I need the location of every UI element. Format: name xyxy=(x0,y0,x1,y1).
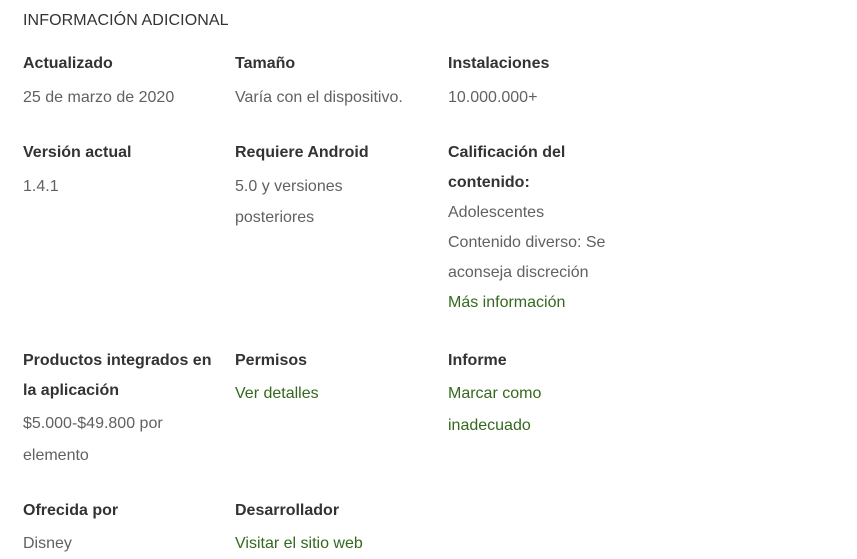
report-label: Informe xyxy=(448,352,507,369)
iap-label-line2: la aplicación xyxy=(23,382,120,399)
section-title: INFORMACIÓN ADICIONAL xyxy=(23,12,229,29)
updated-value: 25 de marzo de 2020 xyxy=(23,89,175,106)
offered-by-value: Disney xyxy=(23,535,72,552)
iap-label-line1: Productos integrados en xyxy=(23,352,212,369)
flag-link-line2: inadecuado xyxy=(448,417,531,434)
info-in-app-products xyxy=(23,346,223,472)
flag-link-line1: Marcar como xyxy=(448,385,542,402)
content-rating-value: Adolescentes xyxy=(448,204,545,221)
requires-android-value-line1: 5.0 y versiones xyxy=(235,178,343,195)
info-size xyxy=(235,49,425,113)
info-offered-by xyxy=(23,496,213,559)
flag-inappropriate-link[interactable] xyxy=(448,378,638,442)
info-content-rating xyxy=(448,138,638,318)
more-info-link[interactable]: Más información xyxy=(448,294,566,311)
content-rating-label-line2: contenido: xyxy=(448,174,530,191)
info-report xyxy=(448,346,638,442)
size-label: Tamaño xyxy=(235,55,296,72)
updated-label: Actualizado xyxy=(23,55,113,72)
version-value: 1.4.1 xyxy=(23,178,59,195)
installs-label: Instalaciones xyxy=(448,55,550,72)
info-permissions xyxy=(235,346,425,410)
content-rating-label-line1: Calificación del xyxy=(448,144,566,161)
info-version xyxy=(23,138,213,202)
info-developer xyxy=(235,496,425,559)
info-updated xyxy=(23,49,213,113)
requires-android-label: Requiere Android xyxy=(235,144,369,161)
info-requires-android xyxy=(235,138,425,233)
offered-by-label: Ofrecida por xyxy=(23,502,119,519)
visit-website-link[interactable]: Visitar el sitio web xyxy=(235,535,363,552)
iap-value-line1: $5.000-$49.800 por xyxy=(23,415,163,432)
info-installs xyxy=(448,49,638,113)
view-details-link[interactable]: Ver detalles xyxy=(235,385,319,402)
installs-value: 10.000.000+ xyxy=(448,89,538,106)
version-label: Versión actual xyxy=(23,144,132,161)
requires-android-value-line2: posteriores xyxy=(235,209,315,226)
developer-label: Desarrollador xyxy=(235,502,340,519)
iap-value-line2: elemento xyxy=(23,447,89,464)
content-rating-desc-line2: aconseja discreción xyxy=(448,264,589,281)
permissions-label: Permisos xyxy=(235,352,308,369)
size-value: Varía con el dispositivo. xyxy=(235,89,403,106)
content-rating-desc-line1: Contenido diverso: Se xyxy=(448,234,606,251)
